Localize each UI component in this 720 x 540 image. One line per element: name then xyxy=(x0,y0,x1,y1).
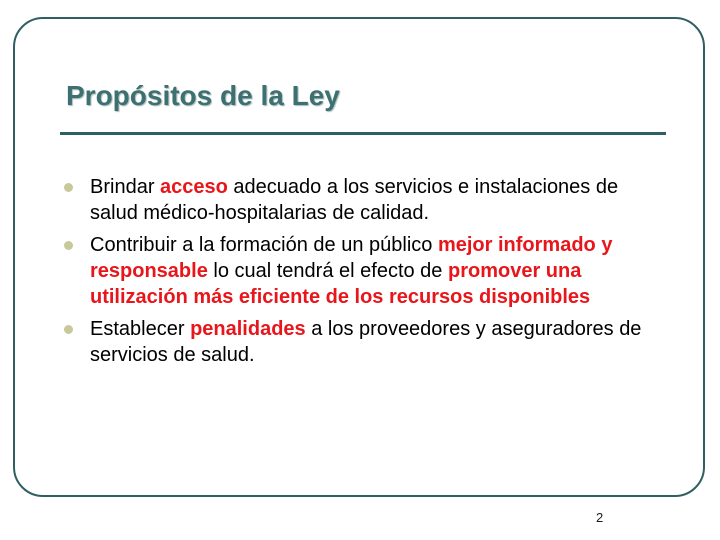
bullet-item xyxy=(62,174,652,226)
bullet-dot-icon xyxy=(64,325,73,334)
bullet-text: Brindar xyxy=(90,176,161,198)
bullet-item xyxy=(62,316,652,368)
page-number: 2 xyxy=(596,510,604,525)
bullet-text: lo cual tendrá el efecto de xyxy=(207,260,448,282)
bullet-text: Establecer xyxy=(90,318,191,340)
bullet-item xyxy=(62,232,652,310)
bullet-text: Contribuir a la formación de un público xyxy=(90,234,438,256)
bullet-dot-icon xyxy=(64,241,73,250)
title-divider xyxy=(60,132,666,135)
bullet-dot-icon xyxy=(64,183,73,192)
bullet-text: a los proveedores y aseguradores de servicios de salud. xyxy=(90,318,642,366)
bullet-highlight: promover una utilización más eficiente de los recursos disponibles xyxy=(90,260,591,308)
bullet-list xyxy=(62,174,652,374)
bullet-highlight: penalidades xyxy=(190,318,306,340)
bullet-text: adecuado a los servicios e instalaciones de salud médico-hospitalarias de calidad. xyxy=(90,176,619,224)
slide-title: Propósitos de la Ley xyxy=(66,80,340,111)
bullet-highlight: mejor informado y responsable xyxy=(90,234,613,282)
bullet-highlight: acceso xyxy=(160,176,228,198)
